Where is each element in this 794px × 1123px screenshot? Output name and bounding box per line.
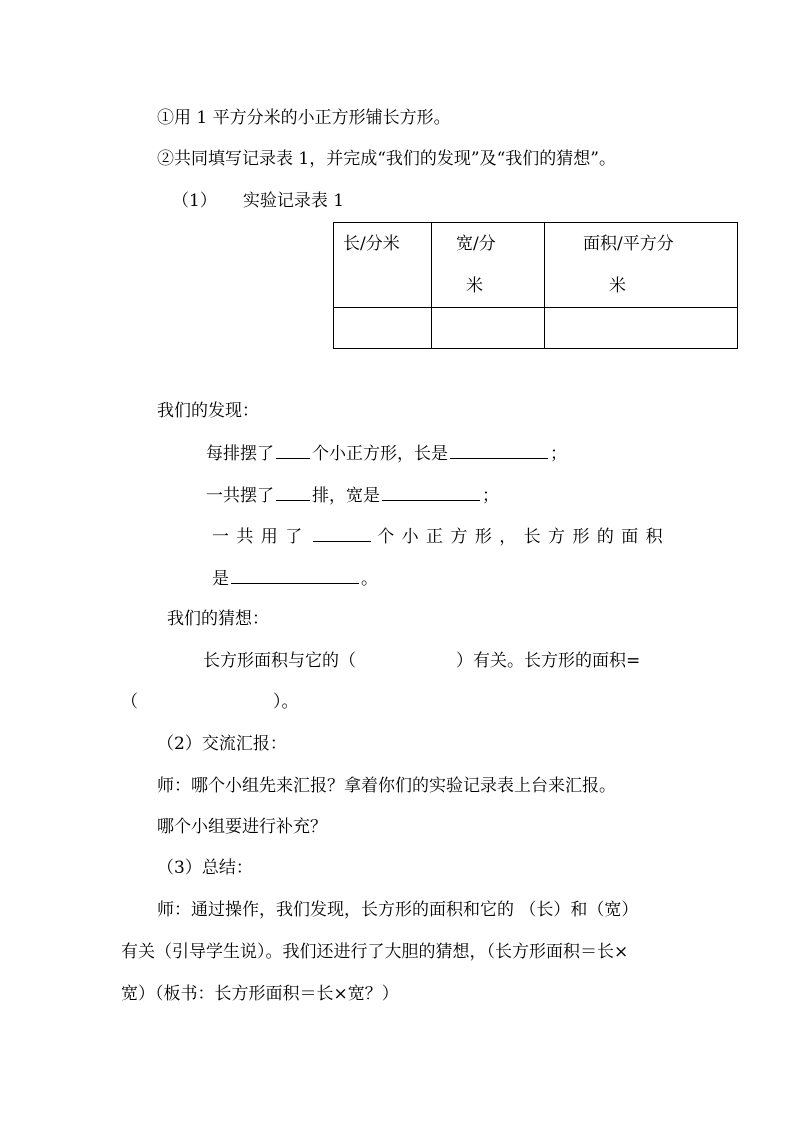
guess-text: （: [121, 692, 138, 712]
findings-text: 个 小 正 方 形 ， 长 方 形 的 面 积: [377, 527, 664, 547]
guess-line-1: [203, 650, 640, 672]
table-caption: [172, 190, 344, 212]
fill-blank: [276, 441, 310, 459]
report-line-2: 哪个小组要进行补充？: [157, 817, 327, 837]
report-title: （2）交流汇报：: [157, 734, 287, 754]
table-row: [334, 308, 738, 349]
guess-line-2: [121, 691, 299, 713]
findings-line-1: [206, 441, 567, 463]
fill-blank: [231, 566, 359, 584]
findings-text: ；: [482, 486, 499, 506]
header-width-line1: 宽/分: [456, 234, 496, 254]
fill-blank: [450, 441, 548, 459]
findings-text: 一 共 用 了: [212, 527, 304, 547]
fill-blank: [382, 483, 480, 501]
fill-blank: [313, 524, 371, 542]
fill-blank: [276, 483, 310, 501]
step-2-text: ②共同填写记录表 1，并完成“我们的发现”及“我们的猜想”。: [157, 149, 616, 169]
table-cell: [334, 308, 432, 349]
header-length-line1: 长/分米: [343, 234, 400, 254]
table-header-row: [334, 223, 738, 308]
findings-text: 是: [212, 569, 229, 589]
findings-line-2: [206, 483, 499, 505]
guess-text: ）有关。长方形的面积=: [456, 651, 641, 671]
header-area-line2: 米: [609, 276, 626, 296]
header-area-line1: 面积/平方分: [583, 234, 674, 254]
findings-line-4: [212, 566, 378, 588]
findings-text: ；: [550, 444, 567, 464]
guess-text: ）。: [273, 692, 299, 712]
table-cell: [432, 308, 545, 349]
report-line-1: 师：哪个小组先来汇报？拿着你们的实验记录表上台来汇报。: [157, 776, 616, 796]
guess-title: 我们的猜想：: [167, 609, 269, 629]
step-1-text: ①用 1 平方分米的小正方形铺长方形。: [157, 108, 451, 128]
summary-line-1: 师：通过操作，我们发现，长方形的面积和它的 （长）和（宽）: [157, 900, 639, 920]
header-cell-length: [334, 223, 432, 308]
record-table: [333, 222, 738, 349]
summary-line-3: 宽）（板书：长方形面积＝长×宽？）: [121, 984, 399, 1004]
table-number: （1）: [172, 191, 217, 211]
findings-text: 。: [361, 569, 378, 589]
guess-text: 长方形面积与它的（: [203, 651, 356, 671]
findings-text: 一共摆了: [206, 486, 274, 506]
header-width-line2: 米: [466, 276, 483, 296]
summary-line-2: 有关（引导学生说）。我们还进行了大胆的猜想，（长方形面积＝长×: [121, 942, 629, 962]
header-cell-width: [432, 223, 545, 308]
findings-line-3: [212, 524, 664, 546]
findings-text: 每排摆了: [206, 444, 274, 464]
summary-title: （3）总结：: [157, 858, 253, 878]
table-cell: [545, 308, 738, 349]
findings-title: 我们的发现：: [157, 401, 259, 421]
findings-text: 个小正方形，长是: [312, 444, 448, 464]
findings-text: 排，宽是: [312, 486, 380, 506]
table-caption-text: 实验记录表 1: [242, 191, 345, 211]
header-cell-area: [545, 223, 738, 308]
